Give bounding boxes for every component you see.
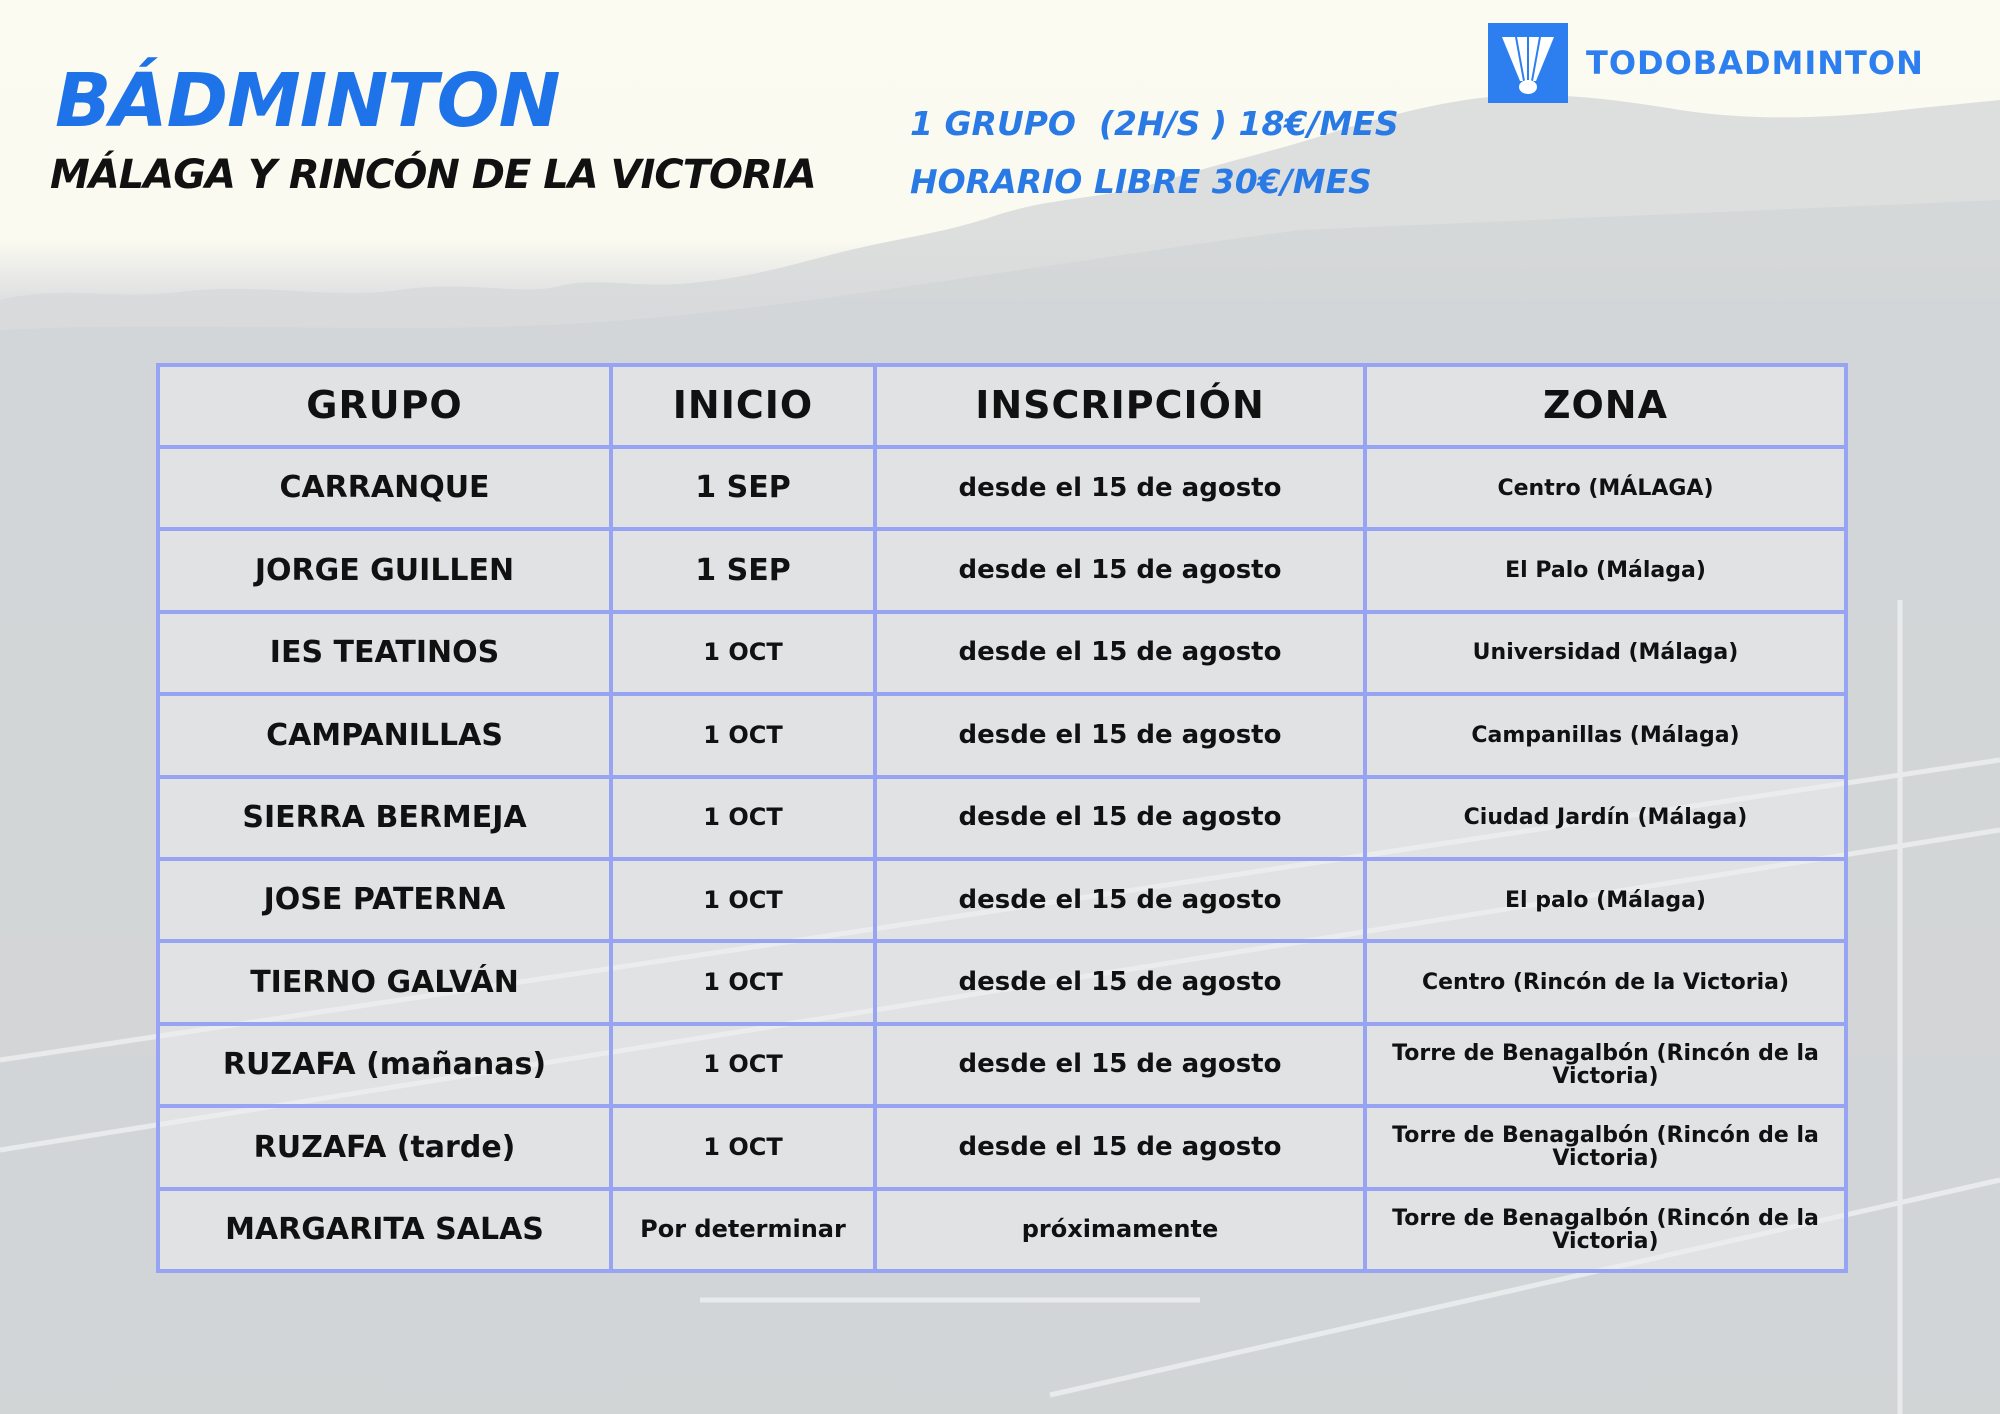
cell-zona: Campanillas (Málaga) (1365, 694, 1846, 776)
cell-zona: Universidad (Málaga) (1365, 612, 1846, 694)
cell-grupo: TIERNO GALVÁN (158, 941, 611, 1023)
table-row (158, 612, 1846, 694)
cell-grupo: JOSE PATERNA (158, 859, 611, 941)
cell-grupo: CAMPANILLAS (158, 694, 611, 776)
cell-inicio: 1 OCT (611, 1024, 875, 1106)
table-row (158, 777, 1846, 859)
header-inscripcion: INSCRIPCIÓN (875, 365, 1365, 447)
table-row (158, 447, 1846, 529)
cell-inscripcion: desde el 15 de agosto (875, 941, 1365, 1023)
cell-inicio: 1 OCT (611, 777, 875, 859)
shuttlecock-icon (1488, 23, 1568, 103)
cell-zona: Torre de Benagalbón (Rincón de la Victoria) (1365, 1189, 1846, 1271)
cell-inicio: 1 SEP (611, 447, 875, 529)
table-row (158, 859, 1846, 941)
cell-inscripcion: desde el 15 de agosto (875, 777, 1365, 859)
cell-inicio: 1 OCT (611, 612, 875, 694)
table-header-row (158, 365, 1846, 447)
cell-inscripcion: desde el 15 de agosto (875, 859, 1365, 941)
cell-zona: Centro (MÁLAGA) (1365, 447, 1846, 529)
cell-inscripcion: desde el 15 de agosto (875, 1024, 1365, 1106)
cell-grupo: RUZAFA (tarde) (158, 1106, 611, 1188)
schedule-table (156, 363, 1848, 1273)
cell-inicio: 1 OCT (611, 1106, 875, 1188)
cell-inicio: Por determinar (611, 1189, 875, 1271)
brand-logo (1488, 22, 1924, 104)
cell-zona: Torre de Benagalbón (Rincón de la Victoria) (1365, 1106, 1846, 1188)
cell-zona: El Palo (Málaga) (1365, 529, 1846, 611)
price-group: 1 GRUPO (2H/S ) 18€/MES (910, 104, 1399, 143)
table-row (158, 694, 1846, 776)
cell-inicio: 1 OCT (611, 859, 875, 941)
cell-grupo: JORGE GUILLEN (158, 529, 611, 611)
page-title: BÁDMINTON (55, 58, 560, 144)
table-row (158, 529, 1846, 611)
cell-grupo: CARRANQUE (158, 447, 611, 529)
cell-grupo: SIERRA BERMEJA (158, 777, 611, 859)
cell-inscripcion: desde el 15 de agosto (875, 447, 1365, 529)
cell-inscripcion: desde el 15 de agosto (875, 694, 1365, 776)
cell-inscripcion: desde el 15 de agosto (875, 529, 1365, 611)
table-row (158, 941, 1846, 1023)
header-inicio: INICIO (611, 365, 875, 447)
cell-zona: El palo (Málaga) (1365, 859, 1846, 941)
table-row (158, 1106, 1846, 1188)
cell-grupo: MARGARITA SALAS (158, 1189, 611, 1271)
cell-zona: Ciudad Jardín (Málaga) (1365, 777, 1846, 859)
cell-inicio: 1 OCT (611, 941, 875, 1023)
brand-name: TODOBADMINTON (1586, 44, 1924, 82)
cell-zona: Centro (Rincón de la Victoria) (1365, 941, 1846, 1023)
cell-grupo: RUZAFA (mañanas) (158, 1024, 611, 1106)
header-zona: ZONA (1365, 365, 1846, 447)
table-row (158, 1189, 1846, 1271)
cell-inicio: 1 OCT (611, 694, 875, 776)
cell-grupo: IES TEATINOS (158, 612, 611, 694)
cell-inscripcion: desde el 15 de agosto (875, 1106, 1365, 1188)
cell-inicio: 1 SEP (611, 529, 875, 611)
price-free-schedule: HORARIO LIBRE 30€/MES (910, 162, 1372, 201)
header-grupo: GRUPO (158, 365, 611, 447)
table-row (158, 1024, 1846, 1106)
cell-inscripcion: próximamente (875, 1189, 1365, 1271)
page-subtitle: MÁLAGA Y RINCÓN DE LA VICTORIA (50, 152, 816, 198)
cell-inscripcion: desde el 15 de agosto (875, 612, 1365, 694)
cell-zona: Torre de Benagalbón (Rincón de la Victoria) (1365, 1024, 1846, 1106)
